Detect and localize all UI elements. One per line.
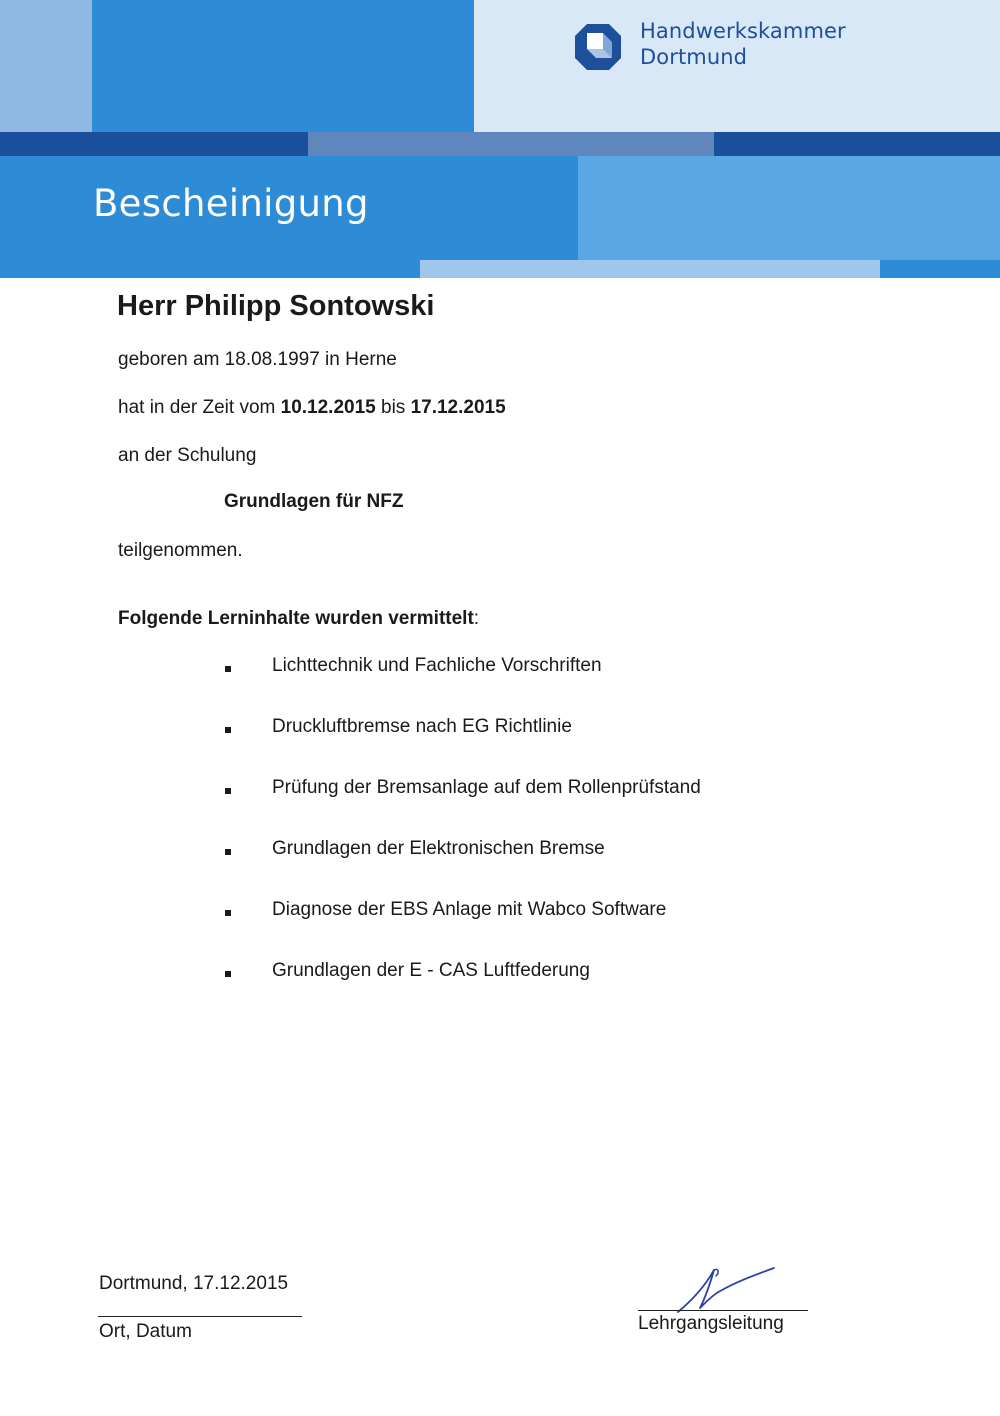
period-mid: bis bbox=[381, 397, 406, 418]
place-date: Dortmund, 17.12.2015 bbox=[99, 1273, 289, 1294]
signature-mark bbox=[670, 1262, 780, 1320]
header-band bbox=[420, 260, 880, 278]
bullet-icon bbox=[225, 666, 231, 672]
contents-heading-colon: : bbox=[473, 608, 480, 629]
title-band bbox=[578, 156, 1000, 260]
header-band bbox=[0, 0, 92, 132]
header-band bbox=[880, 260, 1000, 278]
header-band bbox=[92, 0, 474, 132]
place-date-caption: Ort, Datum bbox=[99, 1321, 192, 1342]
period-end: 17.12.2015 bbox=[410, 397, 506, 418]
bullet-icon bbox=[225, 849, 231, 855]
list-item-text: Prüfung der Bremsanlage auf dem Rollenprüfstand bbox=[272, 777, 701, 798]
period-start: 10.12.2015 bbox=[280, 397, 376, 418]
bullet-icon bbox=[225, 910, 231, 916]
bullet-icon bbox=[225, 727, 231, 733]
list-item-text: Grundlagen der E - CAS Luftfederung bbox=[272, 960, 590, 981]
recipient-name: Herr Philipp Sontowski bbox=[117, 290, 435, 322]
contents-heading-text: Folgende Lerninhalte wurden vermittelt bbox=[118, 608, 474, 629]
list-item-text: Druckluftbremse nach EG Richtlinie bbox=[272, 716, 572, 737]
header-band bbox=[0, 260, 420, 278]
bullet-icon bbox=[225, 971, 231, 977]
contents-heading bbox=[118, 608, 479, 630]
chamber-logo-icon bbox=[573, 22, 623, 72]
list-item-text: Diagnose der EBS Anlage mit Wabco Software bbox=[272, 899, 667, 920]
list-item-text: Lichttechnik und Fachliche Vorschriften bbox=[272, 655, 602, 676]
training-outro: teilgenommen. bbox=[118, 540, 243, 561]
list-item-text: Grundlagen der Elektronischen Bremse bbox=[272, 838, 605, 859]
organization-name bbox=[640, 18, 846, 70]
document-title: Bescheinigung bbox=[93, 182, 369, 225]
place-date-rule bbox=[98, 1316, 302, 1317]
header-stripe bbox=[308, 132, 714, 156]
header-stripe bbox=[0, 132, 308, 156]
birth-line: geboren am 18.08.1997 in Herne bbox=[118, 349, 397, 370]
signature-rule bbox=[638, 1310, 808, 1311]
course-name: Grundlagen für NFZ bbox=[224, 491, 404, 512]
header-stripe bbox=[714, 132, 1000, 156]
training-intro: an der Schulung bbox=[118, 445, 257, 466]
period-line bbox=[118, 397, 506, 419]
bullet-icon bbox=[225, 788, 231, 794]
organization-line-1: Handwerkskammer bbox=[640, 19, 846, 43]
organization-line-2: Dortmund bbox=[640, 45, 748, 69]
period-prefix: hat in der Zeit vom bbox=[118, 397, 276, 418]
signature-caption: Lehrgangsleitung bbox=[638, 1313, 784, 1334]
